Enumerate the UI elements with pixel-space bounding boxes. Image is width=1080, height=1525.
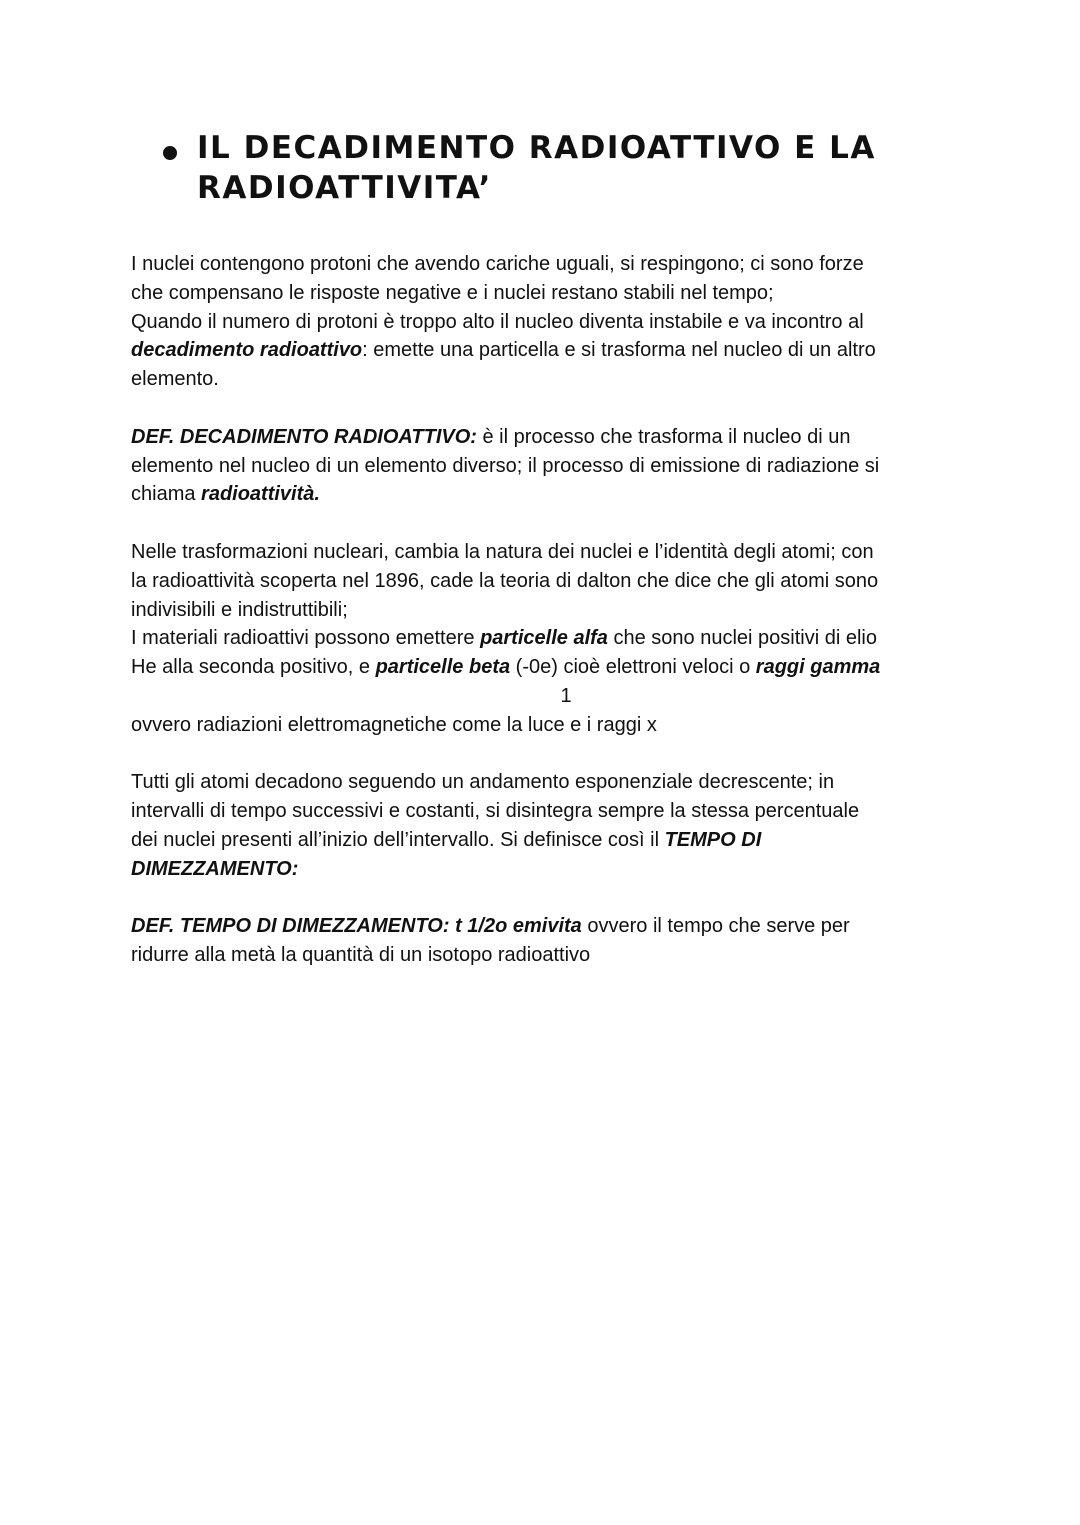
- emphasis-term: radioattività.: [201, 483, 320, 506]
- text-line: elemento nel nucleo di un elemento diverso; il processo di emissione di radiazione si: [131, 454, 880, 477]
- text-line: ridurre alla metà la quantità di un isotopo radioattivo: [131, 944, 591, 967]
- paragraph-gap: [131, 740, 961, 769]
- paragraph-gap: [131, 884, 961, 913]
- text-fragment: (-0e) cioè elettroni veloci o: [510, 656, 756, 679]
- text-fragment: chiama: [131, 483, 202, 506]
- bullet-icon: [163, 146, 177, 160]
- emphasis-term: DIMEZZAMENTO:: [131, 857, 299, 880]
- text-line: [131, 423, 961, 452]
- paragraph-transformations: [131, 538, 961, 740]
- text-line: [131, 855, 961, 884]
- text-line: [131, 912, 961, 941]
- text-line: [131, 336, 961, 365]
- text-line: Tutti gli atomi decadono seguendo un andamento esponenziale decrescente; in: [131, 771, 835, 794]
- text-line: indivisibili e indistruttibili;: [131, 598, 348, 621]
- definition-label: DEF. DECADIMENTO RADIOATTIVO:: [131, 425, 477, 448]
- emphasis-term: TEMPO DI: [664, 828, 762, 851]
- text-line: [131, 480, 961, 509]
- paragraph-intro: [131, 250, 961, 394]
- emphasis-term: raggi gamma: [755, 656, 881, 679]
- emphasis-term: decadimento radioattivo: [131, 339, 363, 362]
- text-line: [131, 826, 961, 855]
- text-fragment: è il processo che trasforma il nucleo di un: [476, 425, 851, 448]
- definition-decay: [131, 423, 961, 509]
- paragraph-gap: [131, 509, 961, 538]
- emphasis-term: particelle alfa: [480, 627, 608, 650]
- text-line: che compensano le risposte negative e i nuclei restano stabili nel tempo;: [131, 281, 774, 304]
- paragraph-exponential-decay: [131, 768, 961, 883]
- heading-block: [163, 128, 963, 208]
- paragraph-gap: [131, 394, 961, 423]
- text-fragment: dei nuclei presenti all’inizio dell’intervallo. Si definisce così il: [131, 828, 665, 851]
- text-line: la radioattività scoperta nel 1896, cade la teoria di dalton che dice che gli atomi sono: [131, 569, 879, 592]
- text-fragment: che sono nuclei positivi di elio: [607, 627, 877, 650]
- title-line-1: IL DECADIMENTO RADIOATTIVO E LA: [197, 130, 876, 166]
- text-line: intervalli di tempo successivi e costanti, si disintegra sempre la stessa percentuale: [131, 800, 860, 823]
- document-body: [131, 250, 961, 970]
- page-title: [197, 128, 876, 208]
- emphasis-term: particelle beta: [375, 656, 511, 679]
- text-line: [131, 653, 961, 682]
- text-line: I nuclei contengono protoni che avendo cariche uguali, si respingono; ci sono forze: [131, 253, 864, 275]
- text-fragment: I materiali radioattivi possono emettere: [131, 627, 481, 650]
- definition-label: DEF. TEMPO DI DIMEZZAMENTO: t 1/2o emivita: [131, 915, 582, 938]
- text-fragment: : emette una particella e si trasforma nel nucleo di un altro: [362, 339, 876, 362]
- title-line-2: RADIOATTIVITA’: [197, 170, 492, 206]
- page-number-marker: 1: [560, 684, 572, 707]
- text-line: ovvero radiazioni elettromagnetiche come la luce e i raggi x: [131, 713, 657, 736]
- text-fragment: He alla seconda positivo, e: [131, 656, 376, 679]
- definition-half-life: [131, 912, 961, 970]
- text-line: [131, 624, 961, 653]
- text-line: Quando il numero di protoni è troppo alto il nucleo diventa instabile e va incontro al: [131, 310, 864, 333]
- text-fragment: ovvero il tempo che serve per: [581, 915, 850, 938]
- text-line: Nelle trasformazioni nucleari, cambia la natura dei nuclei e l’identità degli atomi; con: [131, 540, 874, 563]
- text-line: elemento.: [131, 368, 219, 391]
